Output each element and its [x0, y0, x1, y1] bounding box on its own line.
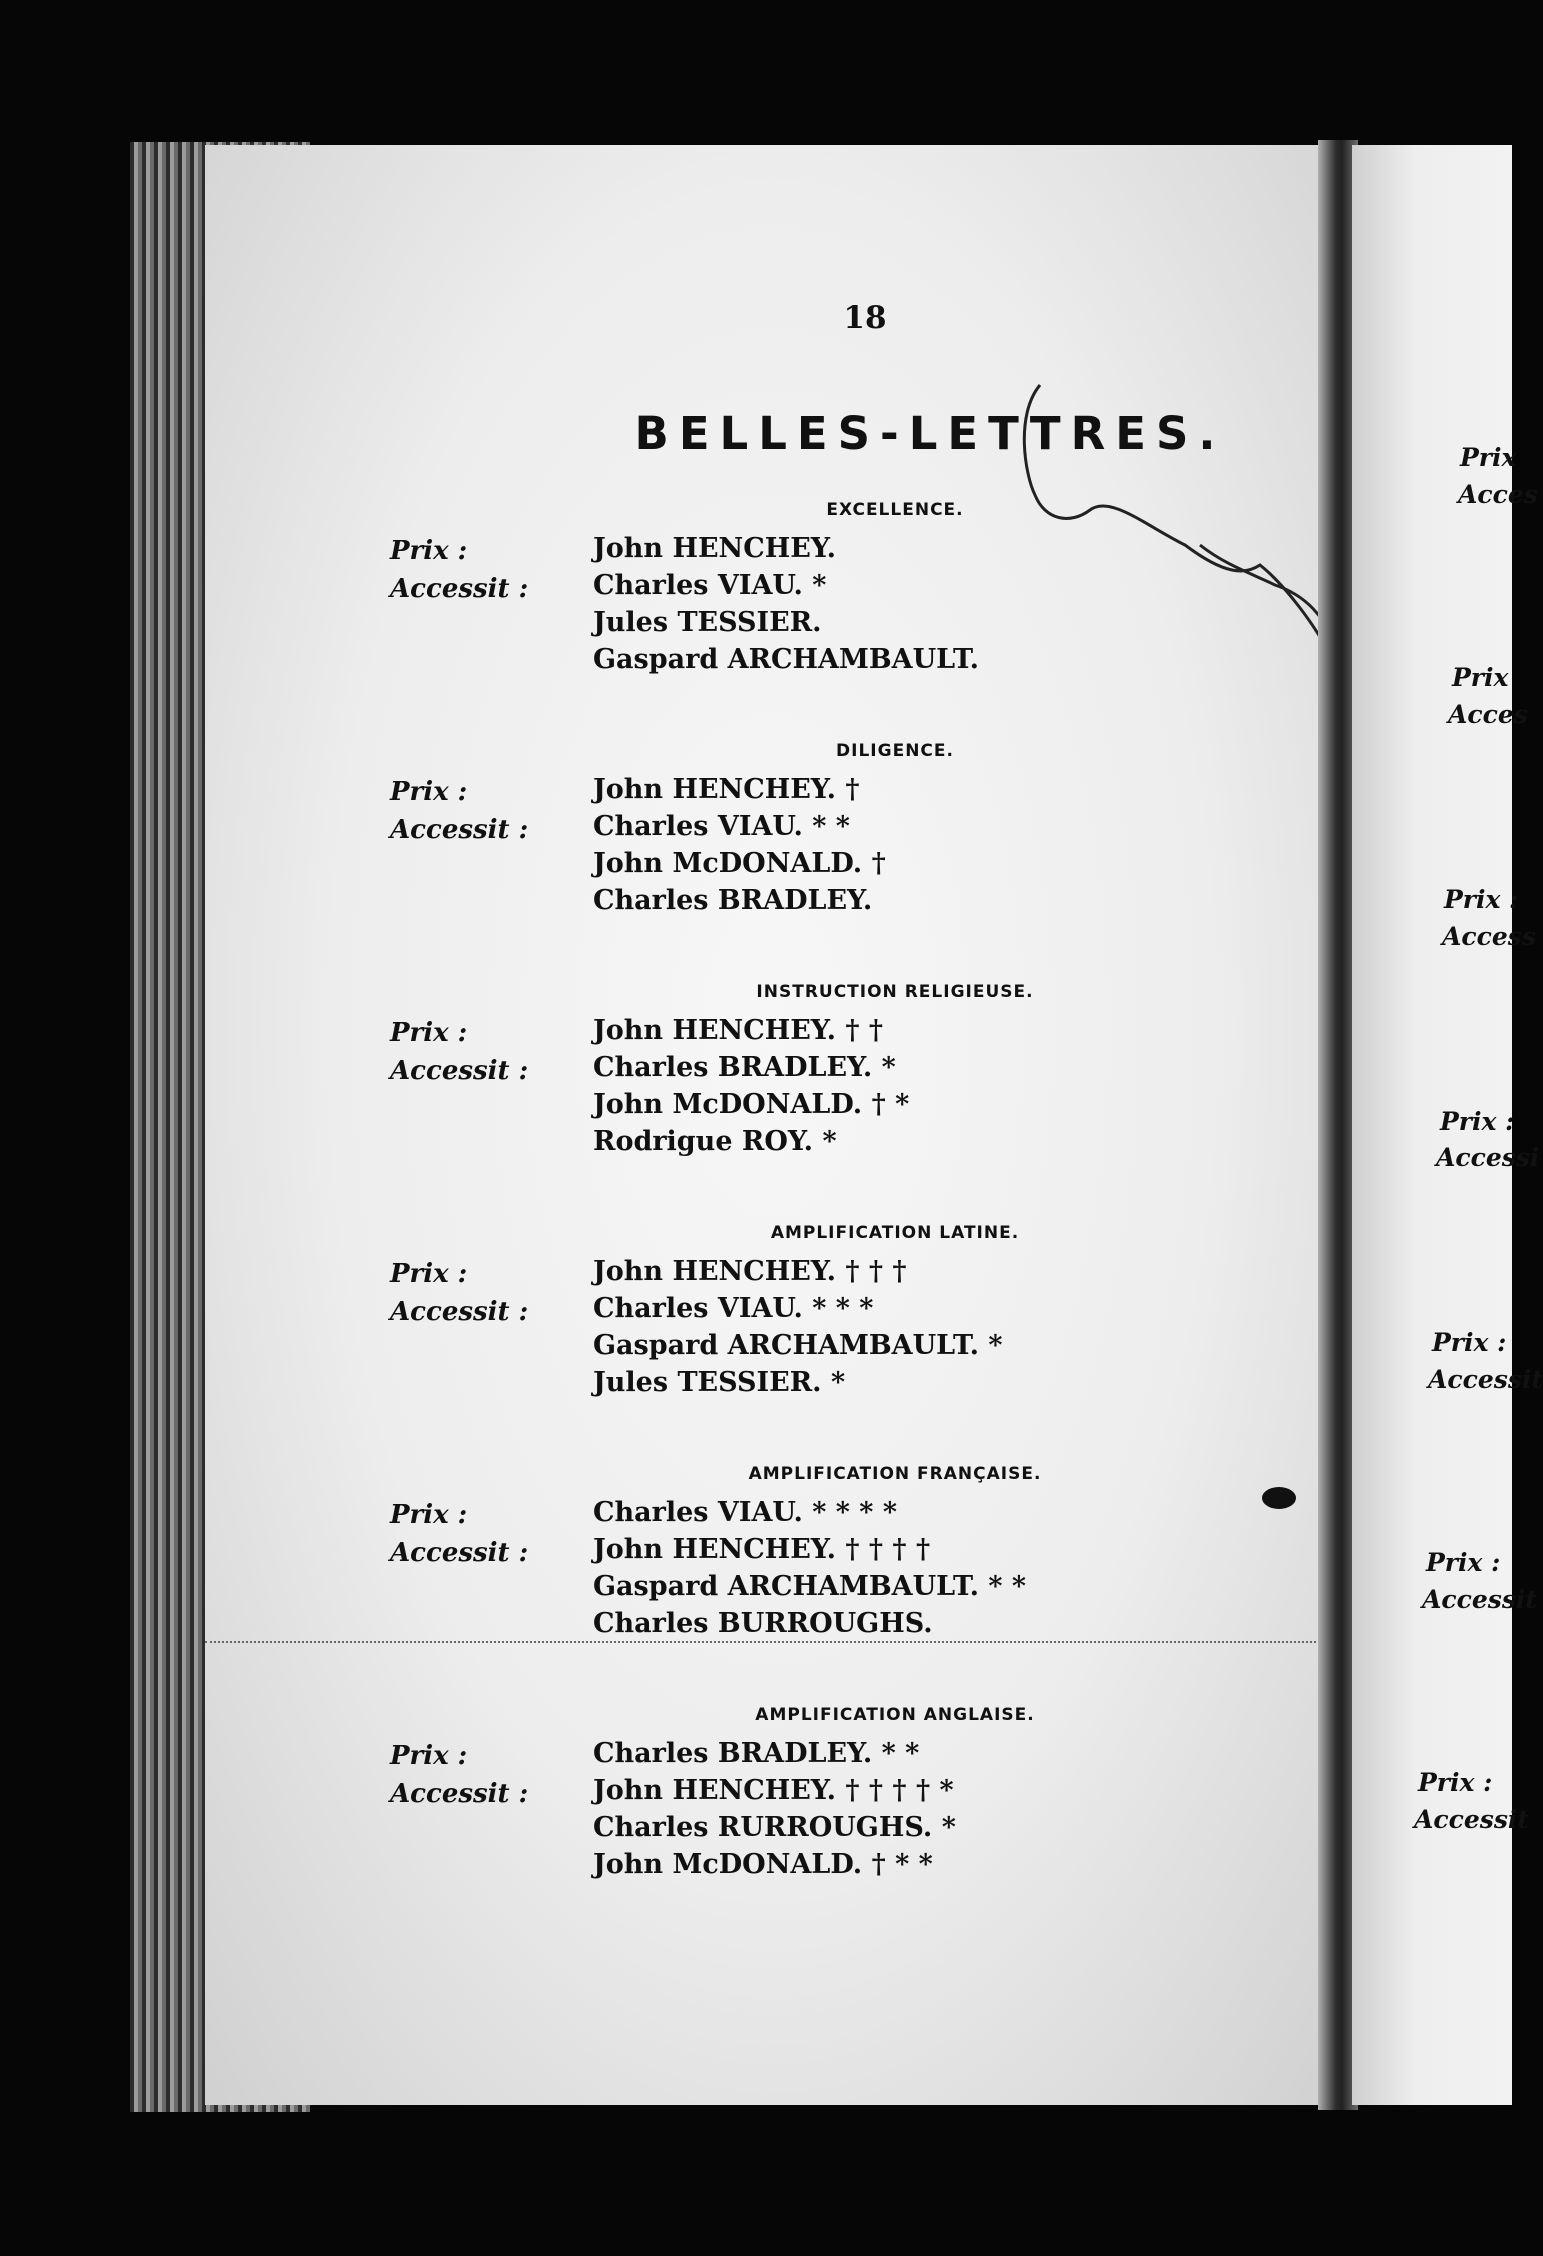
- list-item: John HENCHEY. † †: [593, 1015, 884, 1046]
- name-list: [593, 1735, 956, 1883]
- list-item: Jules TESSIER.: [593, 607, 822, 638]
- accessit-label: Accessit :: [390, 815, 529, 845]
- facing-page: [1352, 145, 1543, 2105]
- list-item: John McDONALD. † * *: [593, 1849, 933, 1880]
- accessit-label: Accessit :: [390, 574, 529, 604]
- prix-label: Prix :: [390, 536, 468, 566]
- section-amplification-anglaise: [205, 1705, 1340, 1925]
- list-item: Charles VIAU. * * *: [593, 1293, 874, 1324]
- prix-label: Prix :: [390, 1018, 468, 1048]
- list-item: John HENCHEY. †: [593, 774, 860, 805]
- right-page-label: Prix :: [1426, 1548, 1501, 1577]
- prix-label: Prix :: [390, 1259, 468, 1289]
- right-page-label: Prix :: [1432, 1328, 1507, 1357]
- right-page-label: Accessit: [1422, 1585, 1537, 1614]
- list-item: Gaspard ARCHAMBAULT. * *: [593, 1571, 1027, 1602]
- section-diligence: [205, 741, 1340, 961]
- prix-label: Prix :: [390, 1741, 468, 1771]
- list-item: Charles BRADLEY.: [593, 885, 873, 916]
- list-item: Charles RURROUGHS. *: [593, 1812, 956, 1843]
- name-list: [593, 1012, 909, 1160]
- section-title: EXCELLENCE.: [826, 500, 964, 520]
- list-item: John HENCHEY. † † † † *: [593, 1775, 954, 1806]
- right-page-label: Prix :: [1444, 885, 1519, 914]
- accessit-label: Accessit :: [390, 1056, 529, 1086]
- list-item: Gaspard ARCHAMBAULT.: [593, 644, 979, 675]
- right-page-label: Prix: [1452, 663, 1509, 692]
- page-number: 18: [843, 300, 887, 336]
- right-page-label: Acces: [1448, 700, 1528, 729]
- accessit-label: Accessit :: [390, 1297, 529, 1327]
- right-page-label: Acces: [1458, 480, 1538, 509]
- section-title: DILIGENCE.: [836, 741, 954, 761]
- right-page-label: Accessit: [1414, 1805, 1529, 1834]
- list-item: John McDONALD. † *: [593, 1089, 910, 1120]
- section-title: INSTRUCTION RELIGIEUSE.: [756, 982, 1034, 1002]
- right-page-label: Accessi: [1436, 1143, 1540, 1172]
- right-page-label: Access: [1442, 922, 1536, 951]
- name-list: [593, 771, 886, 919]
- name-list: [593, 1253, 1002, 1401]
- section-amplification-latine: [205, 1223, 1340, 1443]
- ink-blot: [1262, 1487, 1296, 1509]
- right-page-label: Accessit: [1428, 1365, 1543, 1394]
- list-item: John HENCHEY. † † † †: [593, 1534, 931, 1565]
- list-item: Charles VIAU. * *: [593, 811, 850, 842]
- list-item: Charles BRADLEY. * *: [593, 1738, 920, 1769]
- book-page: [205, 145, 1340, 2105]
- section-instruction-religieuse: [205, 982, 1340, 1202]
- dotted-divider: [205, 1641, 1340, 1643]
- name-list: [593, 1494, 1026, 1642]
- list-item: John HENCHEY. † † †: [593, 1256, 907, 1287]
- accessit-label: Accessit :: [390, 1538, 529, 1568]
- list-item: Charles VIAU. * * * *: [593, 1497, 897, 1528]
- list-item: John McDONALD. †: [593, 848, 886, 879]
- right-page-label: Prix :: [1440, 1107, 1515, 1136]
- page-title: BELLES-LETTRES.: [634, 407, 1226, 460]
- right-page-label: Prix: [1460, 443, 1517, 472]
- prix-label: Prix :: [390, 777, 468, 807]
- section-title: AMPLIFICATION LATINE.: [770, 1223, 1020, 1243]
- section-excellence: [205, 500, 1340, 720]
- list-item: Jules TESSIER. *: [593, 1367, 846, 1398]
- prix-label: Prix :: [390, 1500, 468, 1530]
- list-item: Gaspard ARCHAMBAULT. *: [593, 1330, 1003, 1361]
- list-item: Charles BURROUGHS.: [593, 1608, 933, 1639]
- list-item: Charles VIAU. *: [593, 570, 827, 601]
- name-list: [593, 530, 979, 678]
- section-amplification-francaise: [205, 1464, 1340, 1684]
- right-page-label: Prix :: [1418, 1768, 1493, 1797]
- list-item: Rodrigue ROY. *: [593, 1126, 837, 1157]
- list-item: John HENCHEY.: [593, 533, 836, 564]
- list-item: Charles BRADLEY. *: [593, 1052, 896, 1083]
- section-title: AMPLIFICATION ANGLAISE.: [755, 1705, 1035, 1725]
- accessit-label: Accessit :: [390, 1779, 529, 1809]
- section-title: AMPLIFICATION FRANÇAISE.: [748, 1464, 1042, 1484]
